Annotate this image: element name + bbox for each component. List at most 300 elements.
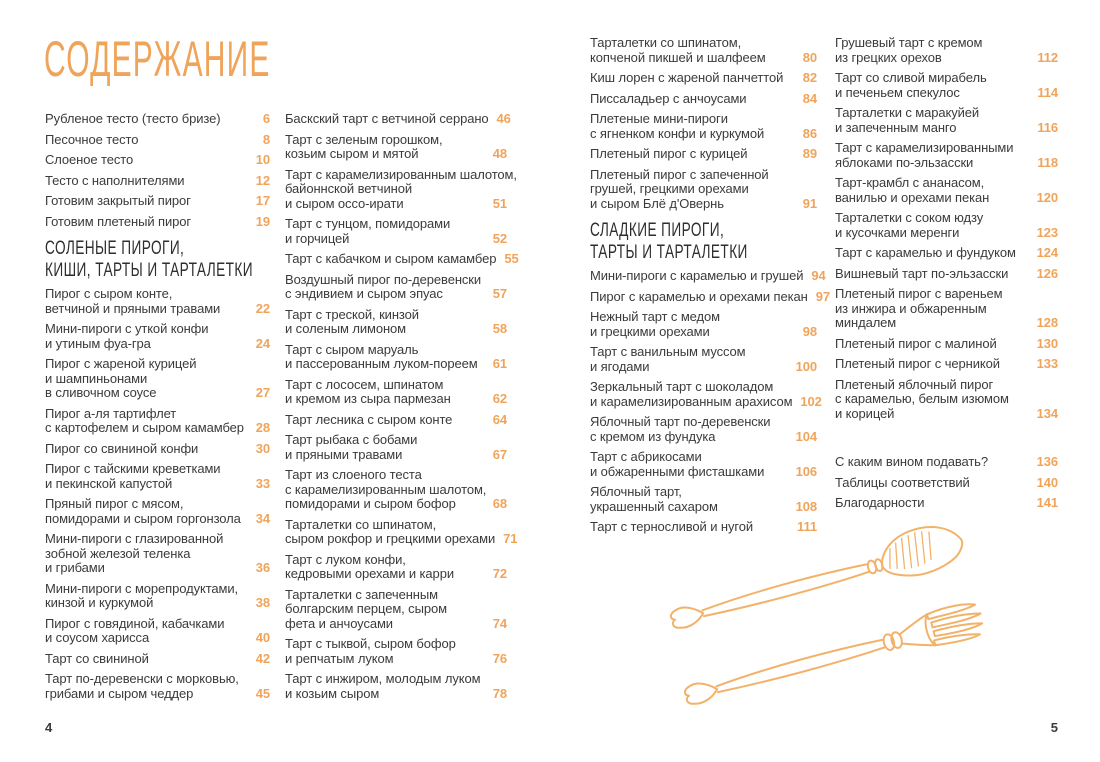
entry-title: Тарт со сливой мирабель: [835, 70, 987, 85]
toc-entry: [45, 442, 270, 457]
toc-entry: [835, 246, 1058, 261]
toc-entry: [590, 415, 817, 444]
entry-page-number: 48: [492, 146, 507, 161]
entry-title: Тарт с сыром маруаль: [285, 341, 419, 357]
entry-title: Готовим плетеный пирог: [45, 213, 192, 229]
toc-column: [590, 35, 830, 541]
toc-entry-line: [285, 182, 507, 197]
entry-page-number: 8: [262, 131, 270, 147]
toc-entry: [835, 176, 1058, 205]
entry-title: Зеркальный тарт с шоколадом: [590, 379, 774, 394]
entry-title: и сыром оссо-ирати: [285, 195, 404, 211]
toc-entry: [835, 36, 1058, 65]
entry-title: Таблицы соответствий: [835, 474, 970, 490]
toc-entry: [285, 343, 507, 372]
entry-title: Пирог со свининой конфи: [45, 440, 199, 456]
entry-page-number: 84: [802, 90, 817, 106]
toc-entry: [590, 485, 817, 514]
entry-page-number: 102: [800, 393, 822, 409]
entry-title: Нежный тарт с медом: [590, 309, 720, 324]
entry-page-number: 74: [492, 615, 507, 631]
entry-page-number: 42: [255, 650, 270, 666]
toc-entry-line: [835, 141, 1058, 156]
toc-entry-line: [590, 465, 817, 480]
entry-title: Благодарности: [835, 495, 925, 510]
entry-title: Яблочный тарт,: [590, 484, 682, 499]
toc-column: [285, 111, 519, 707]
toc-entry: [590, 268, 826, 284]
entry-page-number: 36: [255, 560, 270, 575]
entry-title: Тарт с зеленым горошком,: [285, 131, 443, 147]
section-header-line: СЛАДКИЕ ПИРОГИ,: [590, 219, 725, 241]
page-number-right: 5: [1050, 720, 1058, 735]
entry-title: фета и анчоусами: [285, 615, 393, 631]
toc-entry-line: [590, 288, 830, 305]
entry-page-number: 45: [255, 685, 270, 701]
toc-entry-line: [590, 450, 817, 465]
toc-entry-line: [45, 582, 270, 597]
toc-entry: [590, 168, 817, 212]
toc-entry-line: [835, 121, 1058, 136]
entry-page-number: 57: [492, 286, 507, 301]
toc-entry-line: [835, 191, 1058, 206]
entry-title: козьим сыром и мятой: [285, 146, 419, 161]
toc-entry-line: [590, 325, 817, 340]
entry-title: из инжира и обжаренным: [835, 300, 987, 316]
toc-entry: [285, 553, 507, 582]
toc-entry-line: [45, 442, 270, 457]
cutlery-illustration: [648, 524, 1028, 729]
entry-title: Тарталетки с запеченным: [285, 586, 438, 602]
entry-title: и ягодами: [590, 358, 650, 374]
entry-page-number: 140: [1036, 474, 1058, 490]
entry-title: Пирог с сыром конте,: [45, 286, 173, 301]
toc-entry: [285, 433, 507, 462]
entry-title: Рубленое тесто (тесто бризе): [45, 111, 221, 126]
toc-entry-line: [45, 477, 270, 492]
entry-page-number: 91: [802, 195, 817, 211]
entry-page-number: 116: [1037, 119, 1058, 135]
toc-entry: [45, 215, 270, 230]
entry-title: грибами и сыром чеддер: [45, 685, 194, 701]
entry-page-number: 114: [1037, 84, 1058, 100]
toc-entry: [285, 251, 519, 267]
entry-page-number: 6: [262, 111, 270, 126]
entry-page-number: 72: [492, 566, 507, 581]
toc-entry-line: [45, 174, 270, 189]
entry-page-number: 112: [1037, 49, 1058, 65]
entry-page-number: 22: [255, 300, 270, 316]
entry-title: с карамелизированным шалотом,: [285, 481, 487, 497]
entry-title: и пекинской капустой: [45, 475, 173, 491]
entry-page-number: 34: [255, 510, 270, 526]
toc-entry-line: [590, 485, 817, 500]
entry-title: Тарт рыбака с бобами: [285, 432, 418, 447]
toc-entry-line: [285, 497, 507, 512]
entry-title: Тарталетки со шпинатом,: [590, 35, 742, 50]
fork-icon: [681, 600, 986, 714]
toc-entry-line: [45, 687, 270, 702]
entry-title: Тарт с треской, кинзой: [285, 306, 419, 322]
page-number-left: 4: [45, 720, 53, 735]
entry-title: Пирог а-ля тартифлет: [45, 405, 177, 421]
toc-entry: [590, 288, 830, 305]
toc-entry-line: [285, 273, 507, 288]
toc-entry-line: [285, 147, 507, 162]
entry-title: зобной железой теленка: [45, 545, 191, 561]
entry-title: с карамелью, белым изюмом: [835, 391, 1009, 406]
spoon-icon: [665, 524, 967, 640]
toc-entry: [45, 462, 270, 491]
toc-entry: [45, 112, 270, 127]
entry-title: Тарталетки со шпинатом,: [285, 516, 437, 532]
entry-title: Тарт с терносливой и нугой: [590, 519, 753, 534]
entry-title: в сливочном соусе: [45, 385, 157, 400]
toc-entry-line: [590, 182, 817, 197]
toc-entry-line: [45, 357, 270, 372]
entry-title: и грибами: [45, 560, 105, 575]
toc-entry: [285, 217, 507, 246]
entry-title: Плетеные мини-пироги: [590, 111, 728, 126]
toc-entry-line: [285, 448, 507, 463]
entry-page-number: 30: [255, 440, 270, 456]
entry-page-number: 38: [255, 595, 270, 610]
toc-entry: [45, 153, 270, 168]
toc-entry: [590, 450, 817, 479]
entry-title: кинзой и куркумой: [45, 595, 154, 610]
toc-entry-line: [590, 71, 817, 86]
toc-entry-line: [285, 413, 507, 428]
entry-title: и запеченным манго: [835, 119, 957, 135]
toc-column: [835, 36, 1058, 517]
entry-page-number: 52: [492, 230, 507, 246]
toc-entry-line: [835, 36, 1058, 51]
entry-page-number: 51: [492, 195, 507, 211]
toc-entry-line: [285, 111, 511, 127]
entry-page-number: 12: [255, 172, 270, 188]
entry-page-number: 141: [1036, 495, 1058, 510]
toc-entry-line: [590, 112, 817, 127]
entry-title: Готовим закрытый пирог: [45, 193, 191, 208]
entry-title: грушей, грецкими орехами: [590, 181, 749, 196]
toc-entry-line: [285, 602, 507, 617]
entry-title: Тарт-крамбл с ананасом,: [835, 175, 985, 190]
entry-title: сыром рокфор и грецкими орехами: [285, 531, 496, 546]
entry-title: Мини-пироги с глазированной: [45, 531, 224, 546]
entry-title: и шампиньонами: [45, 370, 148, 386]
toc-entry: [285, 672, 507, 701]
section-header-line: ТАРТЫ И ТАРТАЛЕТКИ: [590, 240, 748, 263]
entry-page-number: 27: [255, 385, 270, 400]
toc-entry-line: [590, 310, 817, 325]
toc-entry: [590, 92, 817, 107]
toc-entry-line: [45, 652, 270, 667]
toc-entry-line: [45, 672, 270, 687]
entry-page-number: 68: [492, 496, 507, 511]
toc-entry-line: [835, 226, 1058, 241]
entry-title: Мини-пироги с морепродуктами,: [45, 580, 239, 596]
toc-entry: [590, 36, 817, 65]
entry-title: Пряный пирог с мясом,: [45, 496, 184, 511]
toc-entry: [45, 174, 270, 189]
toc-entry-line: [45, 112, 270, 127]
entry-page-number: 19: [255, 213, 270, 229]
toc-entry-line: [45, 462, 270, 477]
entry-title: с картофелем и сыром камамбер: [45, 420, 244, 435]
toc-entry-line: [590, 430, 817, 445]
entry-page-number: 123: [1036, 224, 1058, 240]
toc-entry-line: [835, 106, 1058, 121]
toc-entry-line: [835, 392, 1058, 407]
entry-page-number: 89: [802, 146, 817, 161]
toc-entry-line: [45, 631, 270, 646]
toc-entry: [45, 652, 270, 667]
toc-entry-line: [835, 71, 1058, 86]
section-header: [45, 238, 270, 281]
entry-title: и соленым лимоном: [285, 321, 407, 336]
toc-entry: [285, 308, 507, 337]
entry-title: ванилью и орехами пекан: [835, 189, 990, 205]
toc-entry: [45, 497, 270, 526]
entry-title: болгарским перцем, сыром: [285, 601, 447, 616]
entry-page-number: 133: [1036, 356, 1058, 371]
entry-title: и пряными травами: [285, 446, 403, 462]
page-title: СОДЕРЖАНИЕ: [44, 31, 271, 87]
entry-title: Тарталетки с маракуйей: [835, 105, 980, 120]
entry-title: и репчатым луком: [285, 650, 394, 666]
toc-entry-line: [285, 687, 507, 702]
entry-title: Тарт по-деревенски с морковью,: [45, 671, 239, 686]
entry-title: и карамелизированным арахисом: [590, 393, 793, 409]
toc-entry-line: [285, 433, 507, 448]
entry-title: и утиным фуа-гра: [45, 335, 151, 351]
entry-title: с ягненком конфи и куркумой: [590, 125, 765, 141]
toc-entry-line: [285, 518, 507, 533]
entry-title: и соусом харисса: [45, 630, 150, 645]
entry-page-number: 106: [795, 463, 817, 479]
toc-entry-line: [590, 92, 817, 107]
entry-title: ветчиной и пряными травами: [45, 300, 221, 316]
toc-entry-line: [45, 322, 270, 337]
entry-page-number: 97: [815, 288, 830, 304]
entry-title: Тарт с карамелизированными: [835, 140, 1014, 155]
entry-title: Киш лорен с жареной панчеттой: [590, 70, 784, 85]
toc-entry-line: [590, 500, 817, 515]
toc-entry: [285, 378, 507, 407]
entry-title: Тарт из слоеного теста: [285, 467, 422, 482]
entry-title: Мини-пироги с карамелью и грушей: [590, 268, 804, 283]
toc-entry-line: [285, 166, 517, 183]
toc-entry-line: [285, 637, 507, 652]
toc-entry: [590, 379, 822, 409]
toc-entry-line: [285, 232, 507, 247]
toc-entry-line: [45, 372, 270, 387]
toc-entry-line: [45, 512, 270, 527]
entry-title: Пирог с говядиной, кабачками: [45, 615, 225, 631]
toc-entry: [45, 617, 270, 646]
entry-title: яблоками по-эльзасски: [835, 154, 974, 170]
toc-entry: [285, 166, 517, 212]
entry-page-number: 64: [492, 411, 507, 427]
entry-title: Тарталетки с соком юдзу: [835, 210, 984, 225]
toc-entry: [285, 637, 507, 666]
toc-entry: [590, 345, 817, 374]
toc-entry-line: [835, 211, 1058, 226]
entry-title: и грецкими орехами: [590, 323, 710, 339]
entry-title: Тарт с инжиром, молодым луком: [285, 671, 481, 686]
toc-entry-line: [45, 617, 270, 632]
toc-entry-line: [285, 483, 507, 498]
toc-entry: [285, 516, 518, 547]
entry-title: копченой пикшей и шалфеем: [590, 49, 766, 65]
toc-entry: [45, 322, 270, 351]
toc-entry-line: [285, 308, 507, 323]
entry-title: Тарт с лососем, шпинатом: [285, 376, 444, 392]
toc-entry-line: [590, 360, 817, 375]
entry-title: Вишневый тарт по-эльзасски: [835, 265, 1009, 281]
entry-title: Пирог с тайскими креветками: [45, 461, 221, 476]
toc-entry-line: [45, 215, 270, 230]
toc-entry: [835, 71, 1058, 100]
entry-page-number: 46: [496, 111, 511, 126]
entry-title: Тарт с тыквой, сыром бофор: [285, 636, 456, 651]
entry-page-number: 98: [802, 323, 817, 339]
entry-page-number: 55: [504, 251, 519, 266]
entry-title: Плетеный пирог с черникой: [835, 356, 1000, 371]
toc-entry-line: [835, 496, 1058, 511]
toc-entry-line: [285, 287, 507, 302]
toc-entry-line: [285, 378, 507, 393]
entry-page-number: 130: [1036, 335, 1058, 351]
entry-title: Грушевый тарт с кремом: [835, 35, 983, 50]
toc-entry-line: [45, 596, 270, 611]
toc-entry: [590, 310, 817, 339]
entry-page-number: 71: [503, 531, 518, 546]
toc-entry-line: [45, 194, 270, 209]
entry-title: Тарт с тунцом, помидорами: [285, 216, 451, 231]
toc-entry: [835, 106, 1058, 135]
toc-entry-line: [45, 547, 270, 562]
toc-entry-line: [835, 378, 1058, 393]
toc-entry-line: [285, 652, 507, 667]
entry-title: Плетеный пирог с вареньем: [835, 286, 1003, 301]
entry-title: Плетеный пирог с запеченной: [590, 166, 769, 182]
toc-entry-line: [285, 343, 507, 358]
toc-entry-line: [285, 672, 507, 687]
entry-title: Воздушный пирог по-деревенски: [285, 271, 482, 287]
toc-entry-line: [285, 251, 519, 267]
toc-entry: [285, 111, 511, 127]
entry-title: и горчицей: [285, 230, 350, 246]
toc-entry-line: [835, 357, 1058, 372]
entry-title: Баскский тарт с ветчиной серрано: [285, 111, 489, 126]
entry-page-number: 67: [492, 446, 507, 462]
entry-page-number: 124: [1036, 245, 1058, 260]
toc-entry-line: [45, 287, 270, 302]
entry-title: Тарт лесника с сыром конте: [285, 411, 453, 427]
toc-entry-line: [285, 553, 507, 568]
entry-title: и кремом из сыра пармезан: [285, 391, 451, 406]
toc-entry-line: [45, 407, 270, 422]
toc-entry-line: [45, 337, 270, 352]
entry-page-number: 86: [802, 125, 817, 141]
toc-entry: [835, 476, 1058, 491]
toc-entry-line: [45, 133, 270, 148]
toc-entry: [590, 112, 817, 141]
toc-entry-line: [835, 455, 1058, 470]
toc-entry: [285, 133, 507, 162]
section-header: [590, 220, 817, 263]
entry-page-number: 78: [492, 685, 507, 701]
toc-entry-line: [285, 197, 507, 212]
entry-title: Писсаладьер с анчоусами: [590, 90, 747, 106]
entry-title: Пирог с карамелью и орехами пекан: [590, 288, 808, 304]
entry-title: с эндивием и сыром эпуас: [285, 286, 443, 301]
entry-page-number: 82: [802, 70, 817, 85]
toc-entry: [45, 407, 270, 436]
entry-page-number: 10: [255, 152, 270, 167]
toc-entry-line: [285, 322, 507, 337]
entry-title: Плетеный пирог с курицей: [590, 146, 748, 161]
entry-title: из грецких орехов: [835, 49, 942, 65]
toc-entry-line: [285, 588, 507, 603]
entry-page-number: 61: [492, 356, 507, 371]
toc-entry: [835, 141, 1058, 170]
entry-page-number: 134: [1036, 405, 1058, 421]
entry-title: Тарт с абрикосами: [590, 449, 702, 464]
entry-title: и пассерованным луком-пореем: [285, 356, 478, 371]
toc-entry-line: [590, 147, 817, 162]
toc-entry-line: [285, 468, 507, 483]
entry-page-number: 24: [255, 335, 270, 351]
entry-title: Плетеный яблочный пирог: [835, 376, 994, 392]
toc-entry: [590, 147, 817, 162]
entry-title: Тесто с наполнителями: [45, 172, 185, 188]
toc-entry-line: [285, 133, 507, 148]
toc-entry-line: [835, 156, 1058, 171]
entry-title: Песочное тесто: [45, 131, 139, 147]
entry-title: С каким вином подавать?: [835, 454, 988, 469]
toc-entry: [835, 287, 1058, 331]
toc-entry-line: [590, 393, 822, 410]
entry-page-number: 128: [1036, 315, 1058, 330]
entry-page-number: 94: [811, 268, 826, 283]
toc-entry: [835, 267, 1058, 282]
entry-title: Мини-пироги с уткой конфи: [45, 321, 209, 336]
entry-title: Плетеный пирог с малиной: [835, 335, 997, 351]
entry-title: и сыром Блё д'Овернь: [590, 195, 724, 211]
entry-page-number: 40: [255, 630, 270, 645]
entry-page-number: 62: [492, 391, 507, 406]
toc-entry: [835, 496, 1058, 511]
entry-title: Тарт с карамелью и фундуком: [835, 245, 1016, 260]
toc-entry-line: [45, 386, 270, 401]
toc-entry-line: [590, 51, 817, 66]
entry-title: Тарт с ванильным муссом: [590, 344, 746, 359]
entry-page-number: 28: [255, 420, 270, 435]
toc-entry-line: [590, 168, 817, 183]
toc-entry: [285, 468, 507, 512]
toc-entry-line: [590, 380, 817, 395]
toc-entry-line: [835, 176, 1058, 191]
toc-entry-line: [45, 561, 270, 576]
entry-title: помидорами и сыром горгонзола: [45, 510, 241, 526]
entry-title: Яблочный тарт по-деревенски: [590, 414, 771, 429]
entry-page-number: 33: [255, 475, 270, 491]
toc-column: [45, 112, 270, 707]
toc-entry-line: [590, 127, 817, 142]
toc-entry-line: [835, 51, 1058, 66]
